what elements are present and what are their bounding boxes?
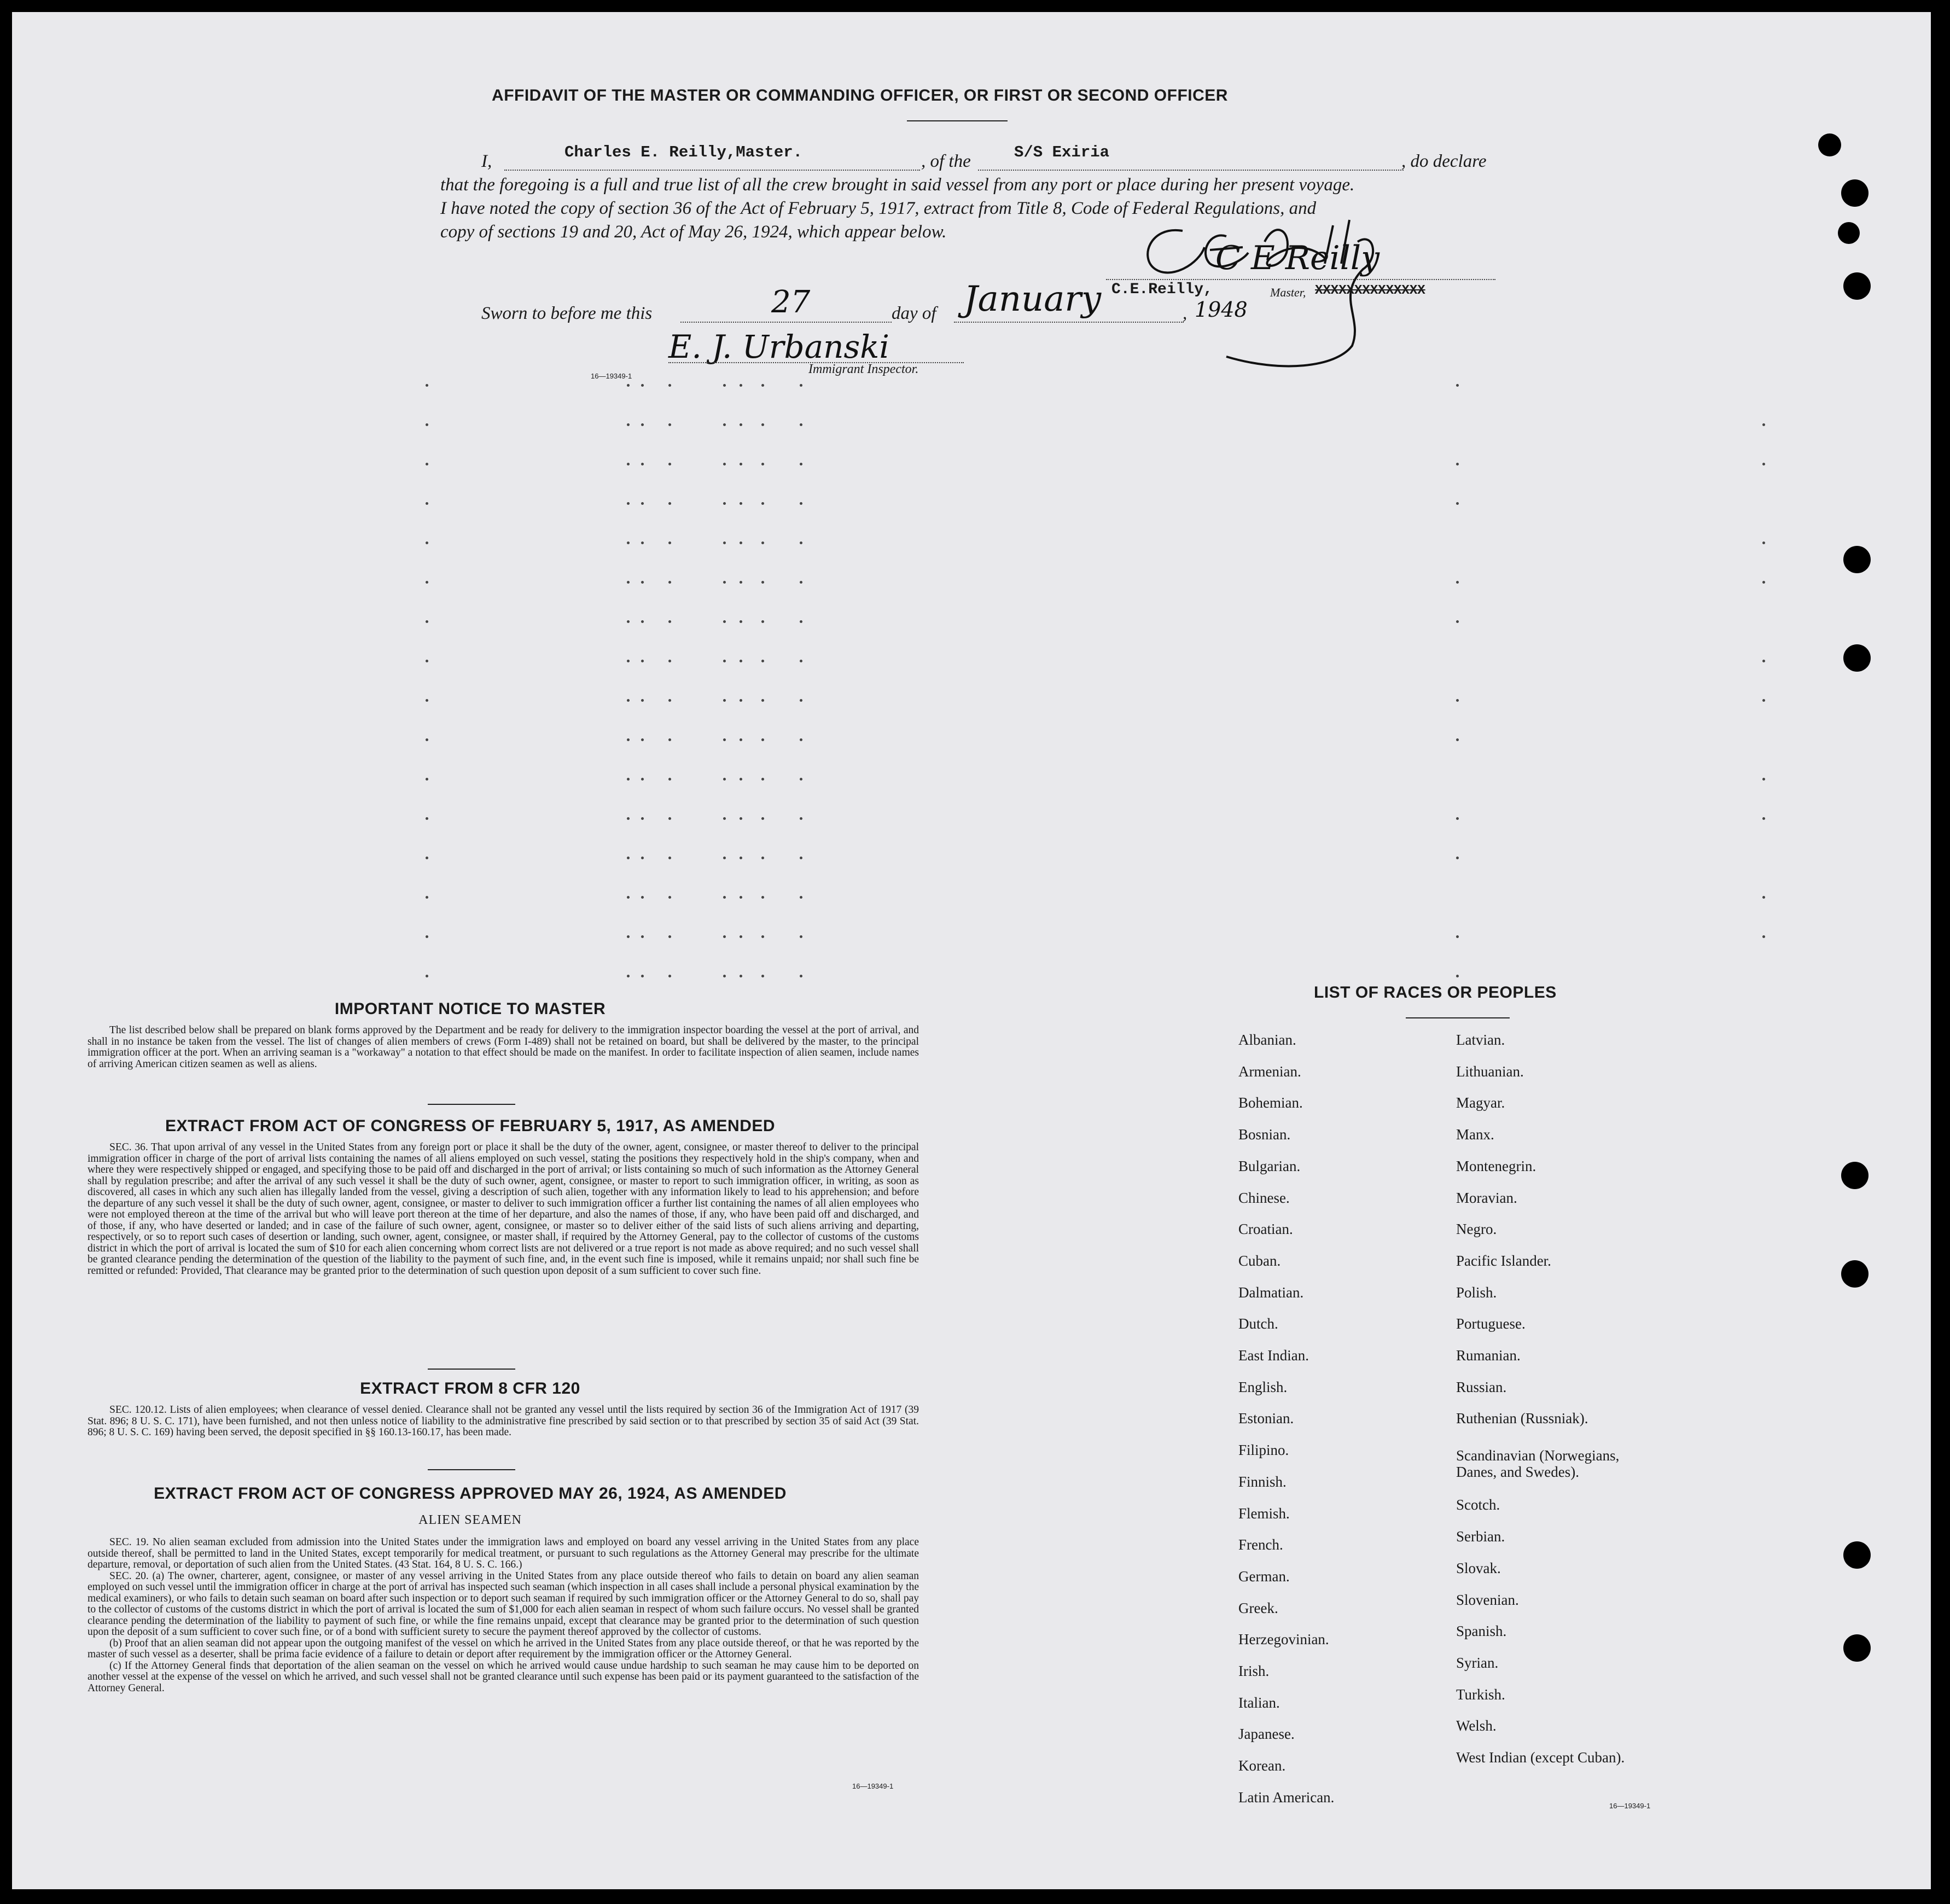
bleed-dot — [668, 778, 671, 781]
bleed-dot — [723, 738, 726, 741]
sworn-day: 27 — [771, 284, 811, 320]
declarant-name: Charles E. Reilly,Master. — [564, 143, 803, 161]
race-item: Flemish. — [1238, 1505, 1290, 1522]
bleed-dot — [668, 384, 671, 387]
bleed-dot — [627, 620, 630, 623]
bleed-dot — [761, 935, 764, 938]
bleed-dot — [723, 699, 726, 702]
bleed-dot — [426, 857, 428, 859]
bleed-dot — [627, 541, 630, 544]
bleed-dot — [723, 463, 726, 465]
extract-1917-body — [88, 1142, 919, 1277]
race-item: Croatian. — [1238, 1221, 1293, 1238]
bleed-dot — [1456, 502, 1459, 505]
bleed-dot — [1762, 778, 1765, 781]
notice-body — [88, 1025, 919, 1070]
bleed-dot — [723, 541, 726, 544]
bleed-dot — [1762, 660, 1765, 662]
bleed-dot — [740, 384, 742, 387]
bleed-dot — [800, 660, 802, 662]
bleed-dot — [426, 620, 428, 623]
affidavit-pronoun: I, — [481, 152, 492, 171]
title-divider — [907, 120, 1008, 121]
bleed-dot — [668, 463, 671, 465]
year-handwritten: 1948 — [1195, 298, 1248, 322]
bleed-dot — [426, 423, 428, 426]
race-item: Scotch. — [1456, 1497, 1500, 1513]
day-of-label: day of — [892, 304, 936, 323]
bleed-dot — [426, 896, 428, 899]
bleed-dot — [426, 975, 428, 977]
extract-1924-title: EXTRACT FROM ACT OF CONGRESS APPROVED MAY 26, 1924, AS AMENDED — [154, 1484, 787, 1503]
bleed-dot — [668, 423, 671, 426]
bleed-dot — [723, 581, 726, 584]
race-item: Slovak. — [1456, 1559, 1501, 1576]
race-item: Spanish. — [1456, 1623, 1507, 1640]
bleed-dot — [800, 817, 802, 820]
bleed-dot — [627, 581, 630, 584]
race-item: Finnish. — [1238, 1473, 1287, 1490]
bleed-dot — [723, 975, 726, 977]
form-code-bottom-left: 16—19349-1 — [852, 1782, 894, 1790]
master-signature-text: C E Reilly — [1215, 239, 1379, 277]
bleed-dot — [1456, 581, 1459, 584]
race-item: Korean. — [1238, 1757, 1286, 1774]
punch-hole — [1841, 1260, 1868, 1288]
bleed-dot — [723, 857, 726, 859]
bleed-dot — [800, 463, 802, 465]
declarant-line — [504, 170, 920, 171]
bleed-dot — [641, 857, 644, 859]
races-title: LIST OF RACES OR PEOPLES — [1314, 983, 1557, 1002]
race-item: Lithuanian. — [1456, 1063, 1524, 1080]
sec-19-text: SEC. 19. No alien seaman excluded from admission into the United States under the immigration laws and employed on board any vessel arriving in the United States from any place outside thereof, shall be permitted to land in the United States, except temporarily for medical treatment, or pursuant to such regulations as the Attorney General may prescribe for the ultimate departure, removal, or deportation of such alien from the United States. (43 Stat. 164, 8 U. S. C. 166.) — [88, 1536, 919, 1570]
bleed-dot — [761, 660, 764, 662]
race-item: Albanian. — [1238, 1032, 1296, 1048]
sworn-day-line — [680, 322, 892, 323]
bleed-dot — [627, 935, 630, 938]
bleed-dot — [668, 699, 671, 702]
race-item: Rumanian. — [1456, 1347, 1521, 1364]
race-item: Polish. — [1456, 1284, 1497, 1301]
bleed-dot — [740, 778, 742, 781]
bleed-dot — [641, 541, 644, 544]
race-item: Portuguese. — [1456, 1315, 1526, 1332]
bleed-dot — [668, 817, 671, 820]
bleed-dot — [761, 423, 764, 426]
bleed-dot — [1762, 581, 1765, 584]
bleed-dot — [668, 935, 671, 938]
race-item: German. — [1238, 1568, 1290, 1585]
bleed-dot — [426, 463, 428, 465]
form-code-bottom-right: 16—19349-1 — [1609, 1802, 1651, 1810]
bleed-dot — [426, 541, 428, 544]
race-item: West Indian (except Cuban). — [1456, 1749, 1625, 1766]
struck-out-title: XXXXXXXXXXXXXX — [1315, 283, 1425, 298]
bleed-dot — [1456, 699, 1459, 702]
bleed-dot — [761, 738, 764, 741]
master-title: Master, — [1270, 286, 1306, 299]
punch-hole — [1843, 272, 1871, 300]
bleed-dot — [627, 384, 630, 387]
bleed-dot — [627, 463, 630, 465]
race-item: Latin American. — [1238, 1789, 1335, 1806]
bleed-dot — [627, 778, 630, 781]
bleed-dot — [761, 896, 764, 899]
bleed-dot — [723, 935, 726, 938]
race-item: Magyar. — [1456, 1094, 1505, 1111]
bleed-dot — [641, 699, 644, 702]
race-item: Montenegrin. — [1456, 1157, 1536, 1174]
bleed-dot — [740, 502, 742, 505]
punch-hole — [1841, 179, 1868, 207]
bleed-dot — [800, 975, 802, 977]
bleed-dot — [800, 857, 802, 859]
affidavit-line-3: I have noted the copy of section 36 of the Act of February 5, 1917, extract from Title 8, Code of Federal Regulations, and — [440, 199, 1317, 218]
extract-cfr-divider — [428, 1469, 515, 1470]
master-typed-name: C.E.Reilly, — [1111, 281, 1213, 298]
race-item: East Indian. — [1238, 1347, 1309, 1364]
race-item: Danes, and Swedes). — [1456, 1464, 1579, 1481]
bleed-dot — [426, 778, 428, 781]
bleed-dot — [800, 699, 802, 702]
race-item: Italian. — [1238, 1694, 1280, 1711]
bleed-dot — [426, 935, 428, 938]
bleed-dot — [761, 502, 764, 505]
race-item: Chinese. — [1238, 1189, 1290, 1206]
race-item: Filipino. — [1238, 1442, 1289, 1459]
bleed-dot — [426, 738, 428, 741]
bleed-dot — [641, 975, 644, 977]
bleed-dot — [761, 778, 764, 781]
sworn-label: Sworn to before me this — [481, 304, 653, 323]
bleed-dot — [723, 384, 726, 387]
bleed-dot — [740, 817, 742, 820]
bleed-dot — [668, 738, 671, 741]
bleed-dot — [800, 896, 802, 899]
bleed-dot — [740, 738, 742, 741]
bleed-dot — [668, 975, 671, 977]
bleed-dot — [723, 620, 726, 623]
race-item: Latvian. — [1456, 1032, 1505, 1048]
bleed-dot — [641, 738, 644, 741]
race-item: Cuban. — [1238, 1252, 1281, 1269]
bleed-dot — [1762, 541, 1765, 544]
punch-hole — [1843, 1634, 1871, 1662]
bleed-dot — [1456, 975, 1459, 977]
bleed-dot — [761, 581, 764, 584]
bleed-dot — [641, 778, 644, 781]
race-item: English. — [1238, 1378, 1288, 1395]
race-item: Greek. — [1238, 1599, 1278, 1616]
affidavit-title: AFFIDAVIT OF THE MASTER OR COMMANDING OFFICER, OR FIRST OR SECOND OFFICER — [492, 86, 1228, 104]
bleed-dot — [723, 778, 726, 781]
bleed-dot — [668, 541, 671, 544]
bleed-dot — [426, 660, 428, 662]
bleed-dot — [723, 423, 726, 426]
race-item: Russian. — [1456, 1378, 1507, 1395]
extract-cfr-title: EXTRACT FROM 8 CFR 120 — [360, 1379, 580, 1398]
bleed-dot — [668, 620, 671, 623]
race-item: French. — [1238, 1536, 1283, 1553]
bleed-dot — [426, 384, 428, 387]
race-item: Japanese. — [1238, 1726, 1295, 1743]
bleed-dot — [723, 502, 726, 505]
bleed-dot — [740, 699, 742, 702]
race-item: Ruthenian (Russniak). — [1456, 1410, 1588, 1427]
race-item: Irish. — [1238, 1663, 1270, 1679]
punch-hole — [1843, 546, 1871, 573]
punch-hole — [1841, 1162, 1868, 1189]
bleed-dot — [426, 581, 428, 584]
bleed-dot — [641, 620, 644, 623]
vessel-name: S/S Exiria — [1014, 143, 1110, 161]
bleed-dot — [740, 935, 742, 938]
notice-text: The list described below shall be prepared on blank forms approved by the Department and be ready for delivery to the immigration inspector boarding the vessel at the port of arrival, and shall in no instance be taken from the vessel. The list of changes of alien members of crews (Form I-489) shall not be retained on board, but shall be delivered by the master, to the principal immigration officer at the port. When an arriving seaman is a "workaway" a notation to that effect should be made on the manifest. In order to facilitate inspection of alien seamen, include names of arriving American citizen seamen as well as aliens. — [88, 1024, 919, 1070]
bleed-dot — [641, 502, 644, 505]
punch-hole — [1818, 133, 1841, 156]
sworn-month-line — [954, 322, 1184, 323]
race-item: Turkish. — [1456, 1686, 1505, 1703]
bleed-dot — [761, 857, 764, 859]
race-item: Serbian. — [1456, 1528, 1505, 1545]
bleed-dot — [641, 384, 644, 387]
bleed-dot — [1762, 935, 1765, 938]
bleed-dot — [740, 581, 742, 584]
bleed-dot — [1762, 896, 1765, 899]
bleed-dot — [740, 620, 742, 623]
bleed-dot — [740, 975, 742, 977]
bleed-dot — [800, 935, 802, 938]
race-item: Manx. — [1456, 1126, 1494, 1143]
affidavit-of-the: , of the — [921, 152, 971, 171]
document-page — [12, 12, 1931, 1889]
bleed-dot — [1762, 423, 1765, 426]
bleed-dot — [1456, 738, 1459, 741]
punch-hole — [1843, 1541, 1871, 1569]
bleed-dot — [800, 423, 802, 426]
bleed-dot — [627, 699, 630, 702]
bleed-dot — [800, 620, 802, 623]
race-item: Slovenian. — [1456, 1591, 1519, 1608]
race-item: Bohemian. — [1238, 1094, 1303, 1111]
affidavit-line-2: that the foregoing is a full and true list of all the crew brought in said vessel from any port or place during her present voyage. — [440, 175, 1355, 195]
inspector-signature: E. J. Urbanski — [668, 328, 889, 365]
bleed-dot — [627, 896, 630, 899]
bleed-dot — [1456, 620, 1459, 623]
race-item: Syrian. — [1456, 1654, 1499, 1671]
affidavit-line-4: copy of sections 19 and 20, Act of May 26, 1924, which appear below. — [440, 222, 947, 242]
extract-1924-body — [88, 1537, 919, 1694]
extract-cfr-body — [88, 1405, 919, 1439]
comma: , — [1183, 304, 1188, 323]
form-code-top: 16—19349-1 — [591, 372, 632, 380]
race-item: Bosnian. — [1238, 1126, 1291, 1143]
extract-cfr-text: SEC. 120.12. Lists of alien employees; when clearance of vessel denied. Clearance shall not be granted any vessel until the lists required by section 36 of the Immigration Act of 1917 (39 Stat. 896; 8 U. S. C. 171), have been furnished, and not then unless notice of liability to the administrative fine prescribed by said section or to that prescribed by section 35 of said Act (39 Stat. 896; 8 U. S. C. 169) having been served, the deposit specified in §§ 160.13-160.17, has been made. — [88, 1404, 919, 1438]
bleed-dot — [761, 620, 764, 623]
bleed-dot — [668, 502, 671, 505]
bleed-dot — [1762, 699, 1765, 702]
bleed-dot — [426, 699, 428, 702]
bleed-dot — [668, 581, 671, 584]
bleed-dot — [668, 660, 671, 662]
race-item: Bulgarian. — [1238, 1157, 1301, 1174]
bleed-dot — [627, 660, 630, 662]
bleed-dot — [1456, 857, 1459, 859]
bleed-dot — [800, 581, 802, 584]
race-item: Dalmatian. — [1238, 1284, 1304, 1301]
bleed-dot — [1762, 463, 1765, 465]
bleed-dot — [723, 660, 726, 662]
bleed-dot — [641, 935, 644, 938]
bleed-dot — [761, 384, 764, 387]
bleed-dot — [627, 738, 630, 741]
bleed-dot — [800, 778, 802, 781]
bleed-dot — [641, 660, 644, 662]
bleed-dot — [761, 463, 764, 465]
bleed-dot — [740, 857, 742, 859]
bleed-dot — [627, 975, 630, 977]
races-divider — [1406, 1017, 1510, 1018]
bleed-dot — [740, 896, 742, 899]
race-item: Pacific Islander. — [1456, 1252, 1551, 1269]
affidavit-do-declare: , do declare — [1401, 152, 1487, 171]
bleed-dot — [761, 541, 764, 544]
bleed-dot — [627, 502, 630, 505]
bleed-dot — [740, 463, 742, 465]
bleed-dot — [800, 738, 802, 741]
bleed-dot — [740, 423, 742, 426]
bleed-dot — [668, 857, 671, 859]
race-item: Herzegovinian. — [1238, 1631, 1329, 1648]
bleed-dot — [1456, 384, 1459, 387]
race-item: Moravian. — [1456, 1189, 1517, 1206]
bleed-dot — [761, 699, 764, 702]
bleed-dot — [426, 817, 428, 820]
notice-title: IMPORTANT NOTICE TO MASTER — [334, 1000, 606, 1018]
bleed-dot — [800, 502, 802, 505]
bleed-dot — [641, 896, 644, 899]
punch-hole — [1843, 644, 1871, 672]
bleed-dot — [740, 541, 742, 544]
bleed-dot — [761, 975, 764, 977]
bleed-dot — [723, 817, 726, 820]
bleed-dot — [668, 896, 671, 899]
sec-20c-text: (c) If the Attorney General finds that deportation of the alien seaman on the vessel on which he arrived would cause undue hardship to such seaman he may cause him to be deported on another vessel at the expense of the vessel on which he arrived, and such vessel shall not be granted clearance until such expense has been paid or its payment guaranteed to the satisfaction of the Attorney General. — [88, 1660, 919, 1694]
notice-divider — [428, 1104, 515, 1105]
extract-1917-text: SEC. 36. That upon arrival of any vessel in the United States from any foreign port or place it shall be the duty of the owner, agent, consignee, or master thereof to deliver to the principal immigration officer in charge of the port of arrival lists containing the names of all aliens employed on such vessel, stating the positions they respectively hold in the ship's company, when and where they were respectively shipped or engaged, and specifying those to be paid off and discharged in the port of arrival; or lists containing so much of such information as the Attorney General shall by regulation prescribe; and after the arrival of any such vessel it shall be the duty of such owner, agent, consignee, or master to report to such immigration officer, in writing, as soon as discovered, all cases in which any such alien has illegally landed from the vessel, giving a description of such alien, together with any information likely to lead to his apprehension; and before the departure of any such vessel it shall be the duty of such owner, agent, consignee, or master to deliver to such immigration officer a further list containing the names of all alien employees who were not employed thereon at the time of the arrival but who will leave port thereon at the time of her departure, and also the names of those, if any, who have been paid off and discharged, and of those, if any, who have deserted or landed; and in case of the failure of such owner, agent, consignee, or master so to deliver either of the said lists of such aliens arriving and departing, respectively, or so to report such cases of desertion or landing, such owner, agent, consignee, or master shall, if required by the Attorney General, pay to the collector of customs of the customs district in which the port of arrival is located the sum of $10 for each alien concerning whom correct lists are not delivered or a true report is not made as above required; and no such vessel shall be granted clearance pending the determination of the question of the liability to the payment of such fine, and, in the event such fine is imposed, while it remains unpaid; nor shall such fine be remitted or refunded: Provided, That clearance may be granted prior to the determination of such question upon deposit of a sum sufficient to cover such fine. — [88, 1142, 919, 1277]
extract-1924-subtitle: ALIEN SEAMEN — [418, 1513, 522, 1527]
extract-1917-title: EXTRACT FROM ACT OF CONGRESS OF FEBRUARY 5, 1917, AS AMENDED — [165, 1117, 776, 1135]
bleed-dot — [800, 541, 802, 544]
race-item: Scandinavian (Norwegians, — [1456, 1447, 1620, 1464]
sworn-month: January — [964, 279, 1102, 319]
bleed-dot — [627, 817, 630, 820]
race-item: Negro. — [1456, 1221, 1497, 1238]
bleed-dot — [641, 581, 644, 584]
vessel-line — [978, 170, 1404, 171]
extract-1917-divider — [428, 1369, 515, 1370]
bleed-dot — [723, 896, 726, 899]
inspector-title: Immigrant Inspector. — [808, 362, 919, 376]
bleed-dot — [1456, 935, 1459, 938]
bleed-dot — [1456, 817, 1459, 820]
bleed-dot — [1456, 463, 1459, 465]
bleed-dot — [800, 384, 802, 387]
race-item: Estonian. — [1238, 1410, 1294, 1427]
sec-20b-text: (b) Proof that an alien seaman did not appear upon the outgoing manifest of the vessel on which he arrived in the United States from any place outside thereof, or that he was reported by the master of such vessel as a deserter, shall be prima facie evidence of a failure to detain or deport after requirement by the immigration officer or the Attorney General. — [88, 1637, 919, 1660]
bleed-dot — [627, 857, 630, 859]
bleed-dot — [426, 502, 428, 505]
bleed-dot — [761, 817, 764, 820]
bleed-dot — [641, 463, 644, 465]
bleed-dot — [1762, 817, 1765, 820]
bleed-dot — [641, 423, 644, 426]
bleed-dot — [641, 817, 644, 820]
sec-20a-text: SEC. 20. (a) The owner, charterer, agent, consignee, or master of any vessel arriving in the United States from any place outside thereof who fails to detain on board any alien seaman employed on such vessel until the immigration officer in charge at the port of arrival has inspected such seaman (which inspection in all cases shall include a personal physical examination by the medical examiners), or who fails to detain such seaman on board after such inspection or to deport such seaman if required by such immigration officer or the Attorney General to do so, shall pay to the collector of customs of the customs district in which the port of arrival is located the sum of $1,000 for each alien seaman in respect of whom such failure occurs. No vessel shall be granted clearance pending the determination of the liability to payment of such fine, or while the fine remains unpaid, except that clearance may be granted prior to the determination of such question upon the deposit of a sum sufficient to cover such fine, or of a bond with sufficient surety to secure the payment thereof approved by the collector of customs. — [88, 1570, 919, 1638]
race-item: Armenian. — [1238, 1063, 1301, 1080]
bleed-dot — [627, 423, 630, 426]
race-item: Dutch. — [1238, 1315, 1278, 1332]
race-item: Welsh. — [1456, 1717, 1497, 1734]
bleed-dot — [740, 660, 742, 662]
punch-hole — [1838, 222, 1860, 244]
